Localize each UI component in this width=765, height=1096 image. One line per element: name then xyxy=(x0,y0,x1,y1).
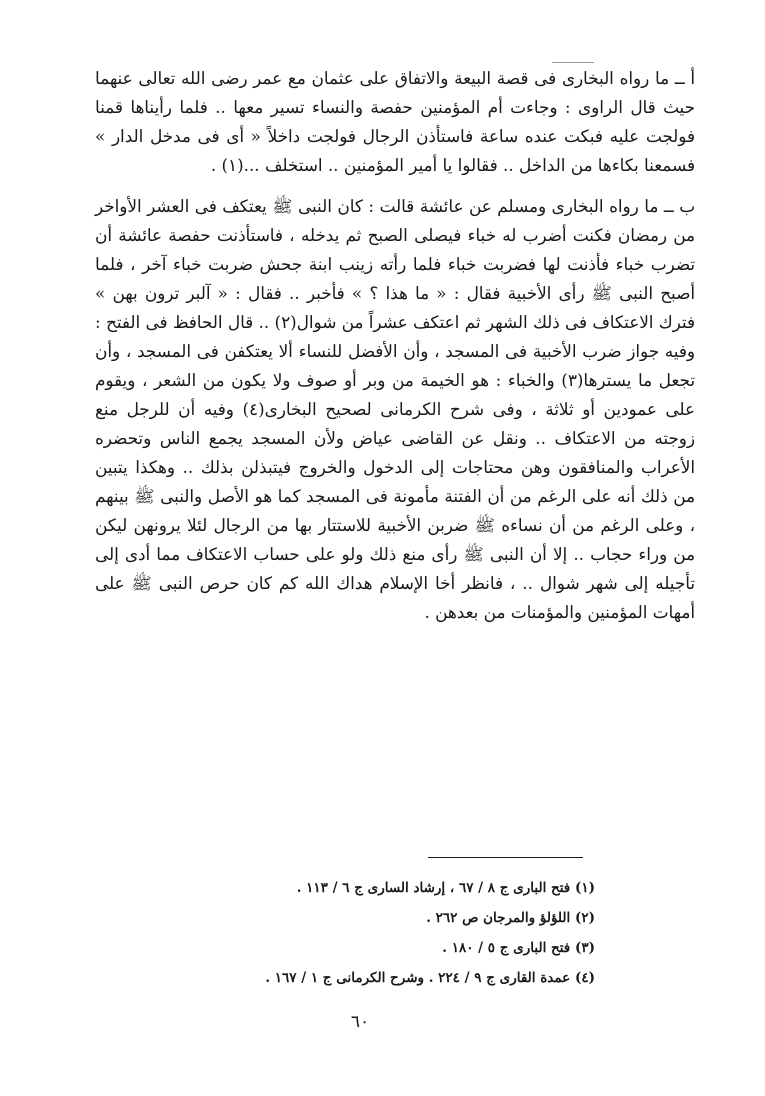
header-rule xyxy=(552,62,594,63)
paragraph-b: ب ــ ما رواه البخارى ومسلم عن عائشة قالت : كان النبى ﷺ يعتكف فى العشر الأواخر من رمضان فكنت أضرب له خباء فيصلى الصبح ثم يدخله ، فاستأذنت حفصة عائشة أن تضرب خباء فأذنت لها فضربت خباء فلما رأته زينب ابنة جحش ضربت خباء آخر ، فلما أصبح النبى ﷺ رأى الأخبية فقال : « ما هذا ؟ » فأخبر .. فقال : « آلبر ترون بهن » فترك الاعتكاف فى ذلك الشهر ثم اعتكف عشراً من شوال(٢) .. قال الحافظ فى الفتح : وفيه جواز ضرب الأخبية فى المسجد ، وأن الأفضل للنساء ألا يعتكفن فى المسجد ، وأن تجعل ما يسترها(٣) والخباء : هو الخيمة من وبر أو صوف ولا يكون من الشعر ، ويقوم على عمودين أو ثلاثة ، وفى شرح الكرمانى لصحيح البخارى(٤) وفيه أن للرجل منع زوجته من الاعتكاف .. ونقل عن القاضى عياض ولأن المسجد يجمع الناس وتحضره الأعراب والمنافقون وهن محتاجات إلى الدخول والخروج فيتبذلن بذلك .. وهكذا يتبين من ذلك أنه على الرغم من أن الفتنة مأمونة فى المسجد كما هو الأصل والنبى ﷺ بينهم ، وعلى الرغم من أن نساءه ﷺ ضربن الأخبية للاستتار بها من الرجال لئلا يرونهن ليكن من وراء حجاب .. إلا أن النبى ﷺ رأى منع ذلك ولو على حساب الاعتكاف مما أدى إلى تأجيله إلى شهر شوال .. ، فانظر أخا الإسلام هداك الله كم كان حرص النبى ﷺ على أمهات المؤمنين والمؤمنات من بعدهن . xyxy=(95,196,695,622)
paragraph-a: أ ــ ما رواه البخارى فى قصة البيعة والاتفاق على عثمان مع عمر رضى الله تعالى عنهما حيث قال الراوى : وجاءت أم المؤمنين حفصة والنساء تسير معها .. فلما رأيناها قمنا فولجت عليه فبكت عنده ساعة فاستأذن الرجال فولجت داخلاً « أى فى مدخل الدار » فسمعنا بكاءها من الداخل .. فقالوا يا أمير المؤمنين .. استخلف ...(١) . xyxy=(95,68,695,175)
main-text xyxy=(95,64,695,627)
footnote-4: (٤) عمدة القارى ج ٩ / ٢٢٤ . وشرح الكرمانى ج ١ / ١٦٧ . xyxy=(265,970,595,986)
footnote-divider xyxy=(428,857,583,858)
footnote-2: (٢) اللؤلؤ والمرجان ص ٢٦٢ . xyxy=(426,910,595,926)
footnote-3: (٣) فتح البارى ج ٥ / ١٨٠ . xyxy=(442,940,595,956)
page-number: ٦٠ xyxy=(350,1012,370,1032)
footnotes-list xyxy=(175,873,595,993)
footnote-1: (١) فتح البارى ج ٨ / ٦٧ ، إرشاد السارى ج ٦ / ١١٣ . xyxy=(296,880,595,896)
